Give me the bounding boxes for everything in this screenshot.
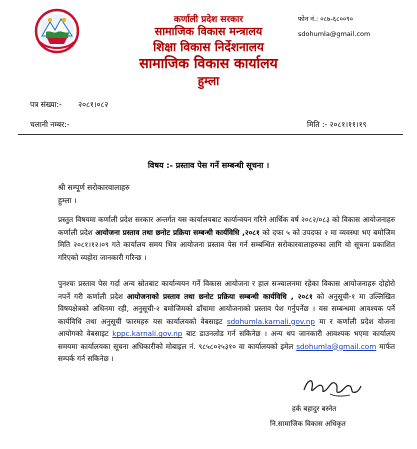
- para2-text-3: मा र कर्णाली प्रदेश योजना आयोगको वेबसाइट: [58, 316, 395, 338]
- header-divider: [18, 134, 403, 135]
- handwritten-signature: [300, 372, 364, 400]
- header-directorate: शिक्षा विकास निर्देशनालय: [153, 40, 264, 54]
- chalani-label: चलानी नम्बर:-: [30, 120, 70, 129]
- para2-text-5: मार्फत सम्पर्क गर्न सकिनेछ ।: [58, 341, 395, 363]
- miti-value: २०८१।११।१९: [329, 120, 367, 129]
- header-email: sdohumla@gmail.com: [298, 30, 371, 38]
- para2-text-1: पुनश्चः प्रस्ताव पेस गर्दा अन्य स्रोतबाट कार्यान्वयन गर्ने विकास आयोजना र हाल सञ्चालनमा रहेका विकास आयोजनाहरु दोहोरो नपर्ने गरी कर्णाली प्रदेश: [58, 279, 395, 301]
- para1-text-2: को दफा ५ को उपदफा २ मा व्यवस्था भए बमोजिम मिति २०८१।१२।०९ गते कार्यालय समय भित्र आयोजना प्रस्ताव पेस गर्न सम्बन्धित सरोकारवालाहरुका लागि यो सूचना प्रकाशित गरिएको व्यहोरा जानकारी गरिन्छ ।: [58, 227, 395, 262]
- para2-text-2: को अनुसूची-१ मा उल्लिखित विषयक्षेत्रको अधिनमा रही, अनुसूची-२ बमोजिमको ढाँचामा आयोजनाको प्रस्ताव पेश गर्नुपर्नेछ । यस सम्बन्धमा आवश्यक पर्ने कार्यविधि तथा अनुसूची फारमहरु यस कार्यालयको वेबसाइट: [58, 291, 395, 326]
- paragraph-1: [58, 214, 395, 264]
- patra-sankhya: [30, 100, 108, 110]
- header-ministry: सामाजिक विकास मन्त्रालय: [154, 25, 263, 38]
- header-district: हुम्ला: [197, 74, 220, 88]
- subject-line: विषय :- प्रस्ताव पेस गर्ने सम्बन्धी सूचना ।: [147, 161, 270, 170]
- para1-bold-procedure: आयोजना प्रस्ताव तथा छनोट प्रक्रिया सम्बन्धी कार्यविधि ,२०८१: [95, 227, 260, 237]
- patra-value: २०८१।०८२: [78, 100, 109, 109]
- addressee-line-1: श्री सम्पूर्ण सरोकारवालाहरु: [58, 183, 130, 192]
- header-province: कर्णाली प्रदेश सरकार: [173, 15, 244, 25]
- paragraph-2: [58, 278, 395, 366]
- header-phone: फोन नं.: ०८७-६८००९०: [298, 15, 354, 23]
- planning-commission-website-link[interactable]: kppc.karnali.gov.np: [112, 329, 183, 338]
- signatory-title: नि.सामाजिक विकास अधिकृत: [270, 420, 346, 428]
- miti: [307, 120, 367, 130]
- para1-text-1: प्रस्तुत विषयमा कर्णाली प्रदेश सरकार अन्तर्गत यस कार्यालयबाट कार्यान्वयन गरिने आर्थिक वर्ष २०८२/०८३ को विकास आयोजनाहरु कर्णाली प्रदेश: [58, 215, 395, 237]
- signatory-name: हर्क बहादुर बस्नेत: [292, 405, 337, 413]
- office-email-link[interactable]: sdohumla@gmail.com: [296, 341, 377, 351]
- para2-bold-procedure: आयोजनाको प्रस्ताव तथा छनोट प्रक्रिया सम्बन्धी कार्यविधि , २०८१: [126, 291, 313, 301]
- miti-label: मिति :-: [307, 120, 328, 129]
- header-office: सामाजिक विकास कार्यालय: [139, 56, 278, 72]
- chalani-number: [30, 120, 69, 130]
- patra-label: पत्र संख्या:-: [30, 100, 62, 109]
- office-website-link[interactable]: sdohumla.karnali.gov.np: [226, 316, 315, 326]
- addressee-line-2: हुम्ला ।: [58, 196, 77, 205]
- para2-text-4: बाट डाउनलोड गर्न सकिनेछ । अन्य थप जानकारी आवश्यक भएमा कार्यालय समयमा कार्यालयका सूचना अधिकारीको मोबाइल नं. ९८५८०२५३१० वा कार्यालयको इमेल: [58, 329, 395, 351]
